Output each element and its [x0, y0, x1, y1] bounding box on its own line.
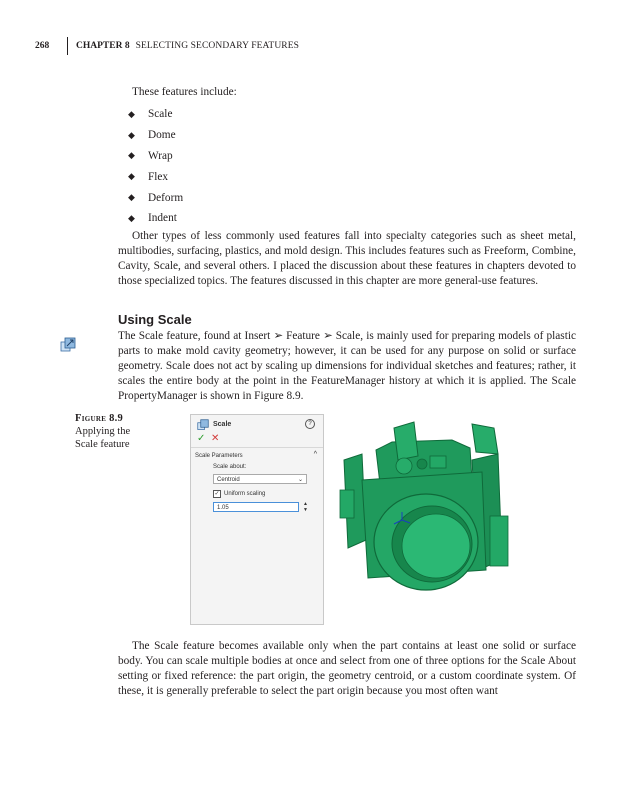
scale-feature-icon — [60, 337, 76, 358]
cancel-button[interactable]: ✕ — [211, 433, 220, 444]
list-item: ◆ Scale — [128, 108, 173, 121]
checkbox-icon: ✓ — [214, 491, 220, 497]
header-rule — [67, 37, 68, 55]
chapter-title: SELECTING SECONDARY FEATURES — [135, 41, 300, 51]
scale-about-select[interactable]: Centroid ⌄ — [213, 474, 307, 484]
collapse-icon[interactable]: ^ — [313, 451, 317, 458]
chevron-down-icon: ⌄ — [297, 477, 303, 483]
group-label: Scale Parameters — [195, 453, 243, 459]
bullet-icon: ◆ — [128, 171, 135, 182]
list-item: ◆ Flex — [128, 170, 169, 183]
paragraph: The Scale feature, found at Insert ➢ Feature ➢ Scale, is mainly used for preparing models of plastic parts to make mold cavity geometry; however, it can be used for any purpose on solid or surface geometry. Scale does not act by scaling up dimensions for individual sketches and features; rather, it scales the entire body at the point in the FeatureManager history at which it is applied. The Scale PropertyManager is shown in Figure 8.9. — [118, 330, 576, 402]
divider — [191, 447, 323, 448]
paragraph: The Scale feature becomes available only when the part contains at least one solid or surface body. You can scale multiple bodies at once and select from one of three options for the Scale About setting or fixed reference: the part origin, the geometry centroid, or a custom coordinate system. Of these, it is generally preferable to select the part origin because you most often want — [118, 640, 576, 697]
green-part-model — [322, 420, 526, 620]
paragraph: Other types of less commonly used features fall into specialty categories such as sheet metal, multibodies, surfacing, plastics, and mold design. This includes features such as Freeform, Combine, Cavity, Scale, and several others. I placed the discussion about these features in chapters devoted to those specialized topics. The features discussed in this chapter are more general-use features. — [118, 230, 576, 287]
feature-list — [128, 104, 183, 229]
uniform-scaling-checkbox[interactable]: ✓ Uniform scaling — [214, 491, 266, 497]
figure-number: Figure 8.9 — [75, 413, 124, 424]
list-item: ◆ Deform — [128, 191, 184, 204]
chapter-label: CHAPTER 8 — [76, 41, 130, 51]
page-number: 268 — [35, 41, 50, 51]
spin-buttons[interactable] — [303, 501, 308, 513]
spin-up-icon[interactable]: ▲ — [303, 501, 308, 507]
scale-feature-icon — [197, 419, 209, 433]
bullet-icon: ◆ — [128, 108, 135, 119]
list-item: ◆ Dome — [128, 129, 176, 142]
scale-about-label: Scale about: — [213, 464, 247, 470]
bullet-icon: ◆ — [128, 150, 135, 161]
list-item: ◆ Indent — [128, 212, 177, 225]
caption-line: Applying the — [75, 426, 131, 437]
ok-button[interactable]: ✓ — [197, 433, 206, 444]
pm-title: Scale — [213, 421, 232, 428]
spin-down-icon[interactable]: ▼ — [303, 507, 308, 513]
help-icon[interactable]: ? — [305, 419, 315, 429]
bullet-icon: ◆ — [128, 129, 135, 140]
scale-property-manager — [190, 414, 324, 625]
section-heading: Using Scale — [118, 312, 192, 327]
list-item: ◆ Wrap — [128, 149, 173, 162]
caption-line: Scale feature — [75, 439, 130, 450]
bullet-icon: ◆ — [128, 192, 135, 203]
figure-caption — [75, 412, 130, 451]
running-header — [35, 37, 299, 55]
bullet-icon: ◆ — [128, 212, 135, 223]
intro-text: These features include: — [132, 86, 237, 98]
scale-factor-input[interactable]: 1.05 — [213, 502, 299, 512]
